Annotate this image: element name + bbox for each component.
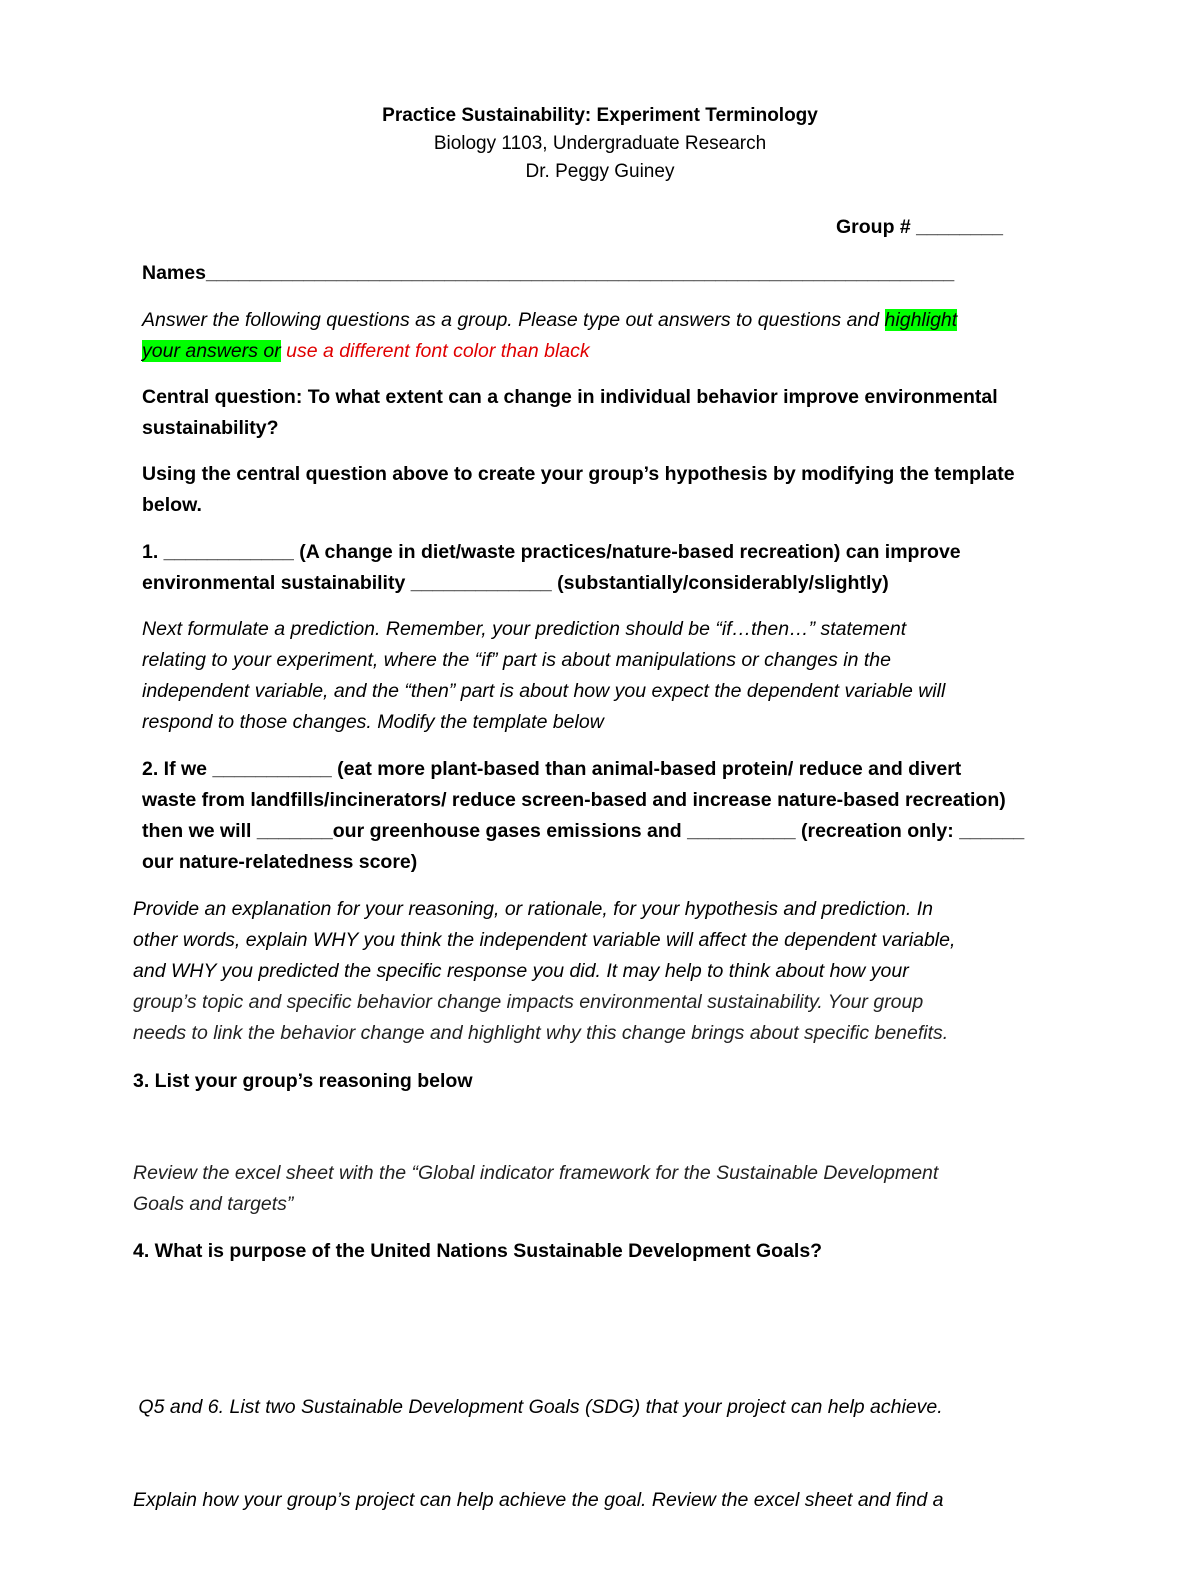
instructions-paragraph [142, 305, 957, 367]
highlight-text: highlight [884, 309, 958, 331]
question-1-line-1: 1. ____________ (A change in diet/waste practices/nature-based recreation) can improve [142, 541, 961, 563]
red-instruction-text: use a different font color than black [286, 340, 590, 362]
question-5-6-line-1: Q5 and 6. List two Sustainable Development Goals (SDG) that your project can help achieve. [133, 1396, 943, 1418]
hypothesis-instructions-line-1: Using the central question above to create your group’s hypothesis by modifying the template [142, 463, 1015, 485]
names-field[interactable]: Names_____________________________________________________________________ [142, 262, 955, 284]
explanation-paragraph [133, 894, 955, 1049]
prediction-line-3: independent variable, and the “then” part is about how you expect the dependent variable will [142, 680, 946, 702]
course-subtitle: Biology 1103, Undergraduate Research [433, 133, 767, 154]
explanation-line-2: other words, explain WHY you think the independent variable will affect the dependent variable, [133, 929, 956, 951]
question-2-line-2: waste from landfills/incinerators/ reduce screen-based and increase nature-based recreation) [142, 789, 1006, 811]
instructor-name: Dr. Peggy Guiney [525, 161, 675, 182]
question-1-line-2: environmental sustainability _____________ (substantially/considerably/slightly) [142, 572, 889, 594]
explanation-line-3: and WHY you predicted the specific response you did. It may help to think about how your [133, 960, 909, 982]
instructions-text: Answer the following questions as a group. Please type out answers to questions and [142, 309, 885, 331]
question-4[interactable]: 4. What is purpose of the United Nations Sustainable Development Goals? [133, 1240, 823, 1262]
central-question [142, 382, 998, 444]
question-5-6-line-2: Explain how your group’s project can help achieve the goal. Review the excel sheet and find a [133, 1489, 944, 1511]
hypothesis-instructions [142, 459, 1015, 521]
question-2-line-4: our nature-relatedness score) [142, 851, 418, 873]
explanation-line-1: Provide an explanation for your reasoning, or rationale, for your hypothesis and prediction. In [133, 898, 933, 920]
document-title: Practice Sustainability: Experiment Terminology [382, 105, 818, 126]
question-5-6[interactable] [133, 1330, 943, 1578]
central-question-line-1: Central question: To what extent can a change in individual behavior improve environmental [142, 386, 998, 408]
question-2-line-1: 2. If we ___________ (eat more plant-based than animal-based protein/ reduce and divert [142, 758, 962, 780]
highlight-text-2: your answers or [142, 340, 281, 362]
prediction-instructions [142, 614, 945, 738]
group-number-field[interactable]: Group # ________ [836, 216, 1003, 238]
question-2-line-3: then we will _______our greenhouse gases emissions and __________ (recreation only: ______ [142, 820, 1025, 842]
explanation-line-4: group’s topic and specific behavior change impacts environmental sustainability. Your group [133, 991, 924, 1013]
review-excel-line-1: Review the excel sheet with the “Global indicator framework for the Sustainable Development [133, 1162, 939, 1184]
explanation-line-5: needs to link the behavior change and highlight why this change brings about specific benefits. [133, 1022, 949, 1044]
question-2[interactable] [142, 754, 1024, 878]
prediction-line-2: relating to your experiment, where the “if” part is about manipulations or changes in the [142, 649, 891, 671]
prediction-line-1: Next formulate a prediction. Remember, your prediction should be “if…then…” statement [142, 618, 907, 640]
central-question-line-2: sustainability? [142, 417, 279, 439]
prediction-line-4: respond to those changes. Modify the template below [142, 711, 604, 733]
hypothesis-instructions-line-2: below. [142, 494, 202, 516]
question-1[interactable] [142, 537, 961, 599]
review-excel-paragraph [133, 1158, 938, 1220]
review-excel-line-2: Goals and targets” [133, 1193, 294, 1215]
question-3[interactable]: 3. List your group’s reasoning below [133, 1070, 473, 1092]
